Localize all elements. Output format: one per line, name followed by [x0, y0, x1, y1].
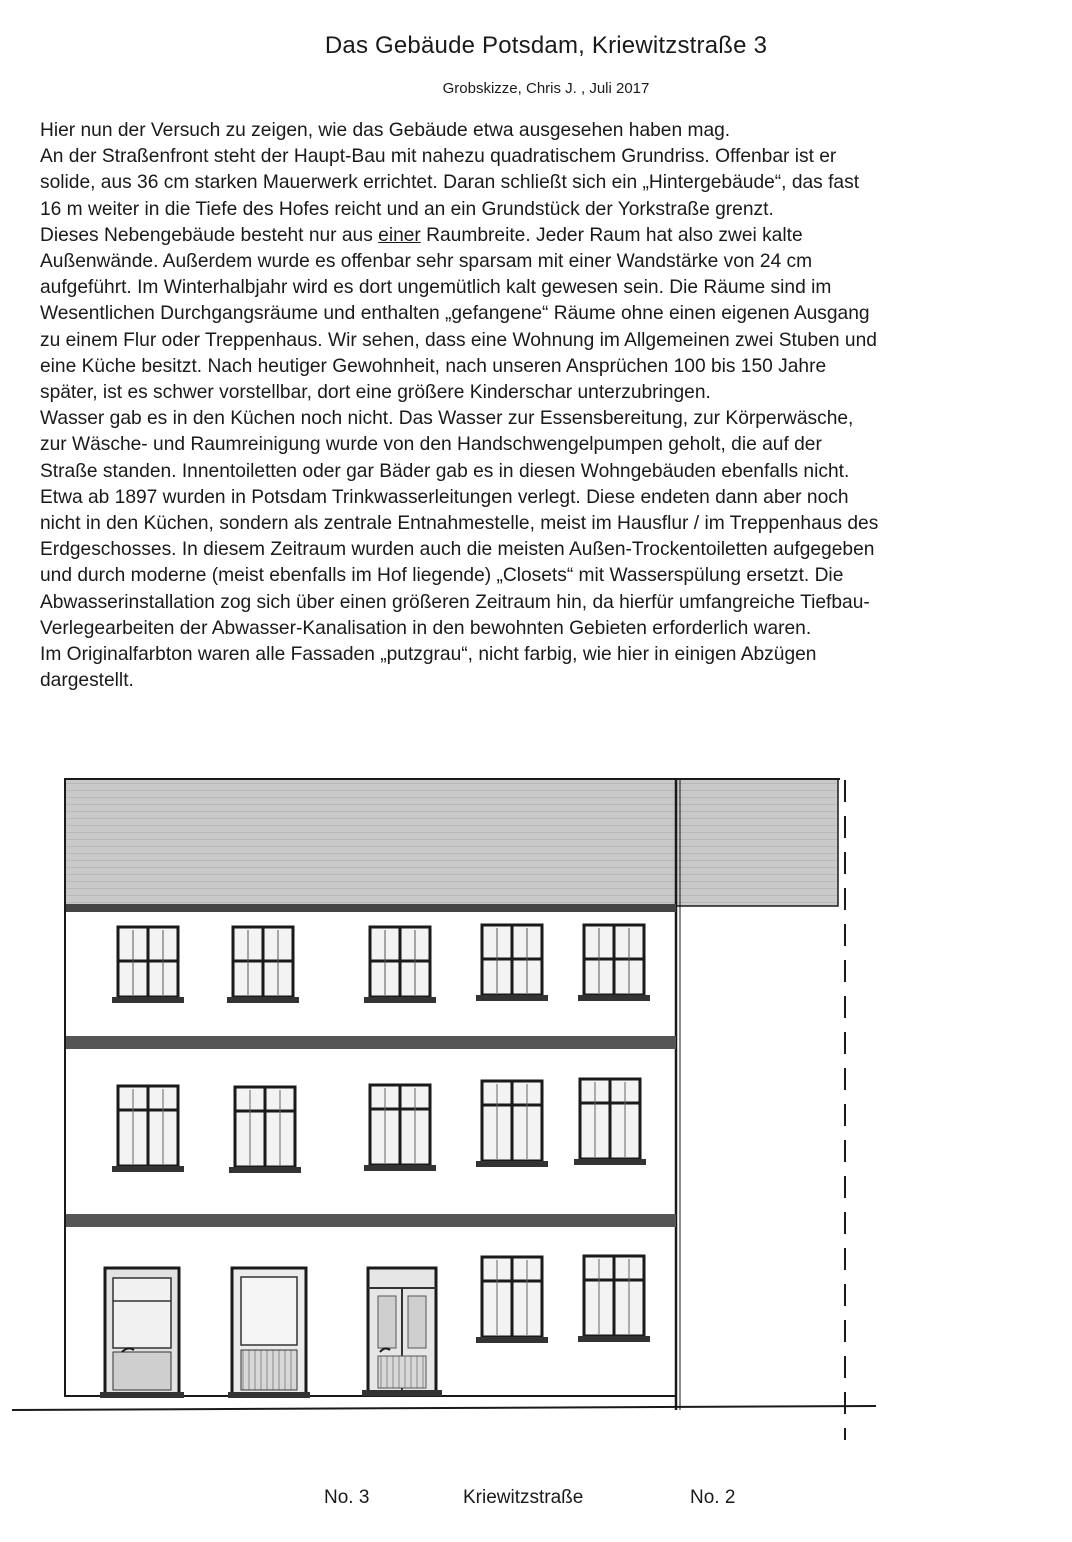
- text-line: An der Straßenfront steht der Haupt-Bau mit nahezu quadratischem Grundriss. Offenbar ist er: [40, 146, 837, 168]
- door-middle: [228, 1268, 310, 1398]
- text-line: nicht in den Küchen, sondern als zentrale Entnahmestelle, meist im Hausflur / im Treppenhaus des: [40, 513, 879, 535]
- window: [364, 927, 436, 1003]
- text-line: Hier nun der Versuch zu zeigen, wie das Gebäude etwa ausgesehen haben mag.: [40, 120, 731, 141]
- door-right: [362, 1268, 442, 1396]
- text-line: später, ist es schwer vorstellbar, dort eine größere Kinderschar unterzubringen.: [40, 382, 711, 404]
- text-segment: Raumbreite. Jeder Raum hat also zwei kalte: [420, 224, 803, 246]
- text-line: Erdgeschosses. In diesem Zeitraum wurden auch die meisten Außen-Trockentoiletten aufgegeben: [40, 539, 875, 561]
- window: [229, 1087, 301, 1173]
- neighbor-roof: [676, 779, 838, 906]
- text-segment: Dieses Nebengebäude besteht nur aus: [40, 224, 379, 246]
- text-line: [40, 223, 1060, 249]
- text-line: aufgeführt. Im Winterhalbjahr wird es dort ungemütlich kalt gewesen sein. Die Räume sind im: [40, 277, 832, 299]
- text-line: zu einem Flur oder Treppenhaus. Wir sehen, dass eine Wohnung im Allgemeinen zwei Stuben und: [40, 329, 877, 351]
- text-line: Wesentlichen Durchgangsräume und enthalten „gefangene“ Räume ohne einen eigenen Ausgang: [40, 303, 870, 325]
- underlined-word: einer: [378, 224, 421, 246]
- text-line: zur Wäsche- und Raumreinigung wurde von den Handschwengelpumpen geholt, die auf der: [40, 434, 822, 456]
- text-line: Straße standen. Innentoiletten oder gar Bäder gab es in diesen Wohngebäuden ebenfalls nicht.: [40, 460, 850, 482]
- street-line: [12, 1406, 876, 1410]
- text-line: Abwasserinstallation zog sich über einen größeren Zeitraum hin, da hierfür umfangreiche Tiefbau-: [40, 591, 870, 613]
- document-subtitle: Grobskizze, Chris J. , Juli 2017: [442, 80, 650, 97]
- document-title: Das Gebäude Potsdam, Kriewitzstraße 3: [324, 32, 768, 59]
- facade-drawing: [0, 740, 1072, 1460]
- window: [364, 1085, 436, 1171]
- caption-center: Kriewitzstraße: [463, 1487, 584, 1508]
- floor-band: [66, 1214, 676, 1227]
- text-line: und durch moderne (meist ebenfalls im Hof liegende) „Closets“ mit Wasserspülung ersetzt. Die: [40, 565, 844, 587]
- window: [578, 925, 650, 1001]
- text-line: Im Originalfarbton waren alle Fassaden „putzgrau“, nicht farbig, wie hier in einigen Abzügen: [40, 644, 817, 666]
- text-line: 16 m weiter in die Tiefe des Hofes reicht und an ein Grundstück der Yorkstraße grenzt.: [40, 198, 774, 220]
- door-left: [100, 1268, 184, 1398]
- roof: [65, 779, 676, 906]
- window: [112, 927, 184, 1003]
- window: [476, 925, 548, 1001]
- caption-right: No. 2: [690, 1487, 736, 1508]
- window: [574, 1079, 646, 1165]
- window: [578, 1256, 650, 1342]
- window: [227, 927, 299, 1003]
- window: [476, 1081, 548, 1167]
- text-line: Etwa ab 1897 wurden in Potsdam Trinkwasserleitungen verlegt. Diese endeten dann aber noch: [40, 486, 849, 508]
- caption-left: No. 3: [324, 1487, 370, 1508]
- window: [476, 1257, 548, 1343]
- text-line: eine Küche besitzt. Nach heutiger Gewohnheit, nach unseren Ansprüchen 100 bis 150 Jahre: [40, 355, 827, 377]
- window: [112, 1086, 184, 1172]
- text-line: dargestellt.: [40, 670, 134, 692]
- text-line: Außenwände. Außerdem wurde es offenbar sehr sparsam mit einer Wandstärke von 24 cm: [40, 251, 813, 273]
- text-line: solide, aus 36 cm starken Mauerwerk errichtet. Daran schließt sich ein „Hintergebäude“, das fast: [40, 172, 860, 194]
- floor-band: [66, 1036, 676, 1049]
- cornice-band: [66, 904, 676, 912]
- text-line: Wasser gab es in den Küchen noch nicht. Das Wasser zur Essensbereitung, zur Körperwäsche,: [40, 408, 854, 430]
- text-line: Verlegearbeiten der Abwasser-Kanalisation in den bewohnten Gebieten erforderlich waren.: [40, 617, 812, 639]
- body-text: [40, 118, 1060, 694]
